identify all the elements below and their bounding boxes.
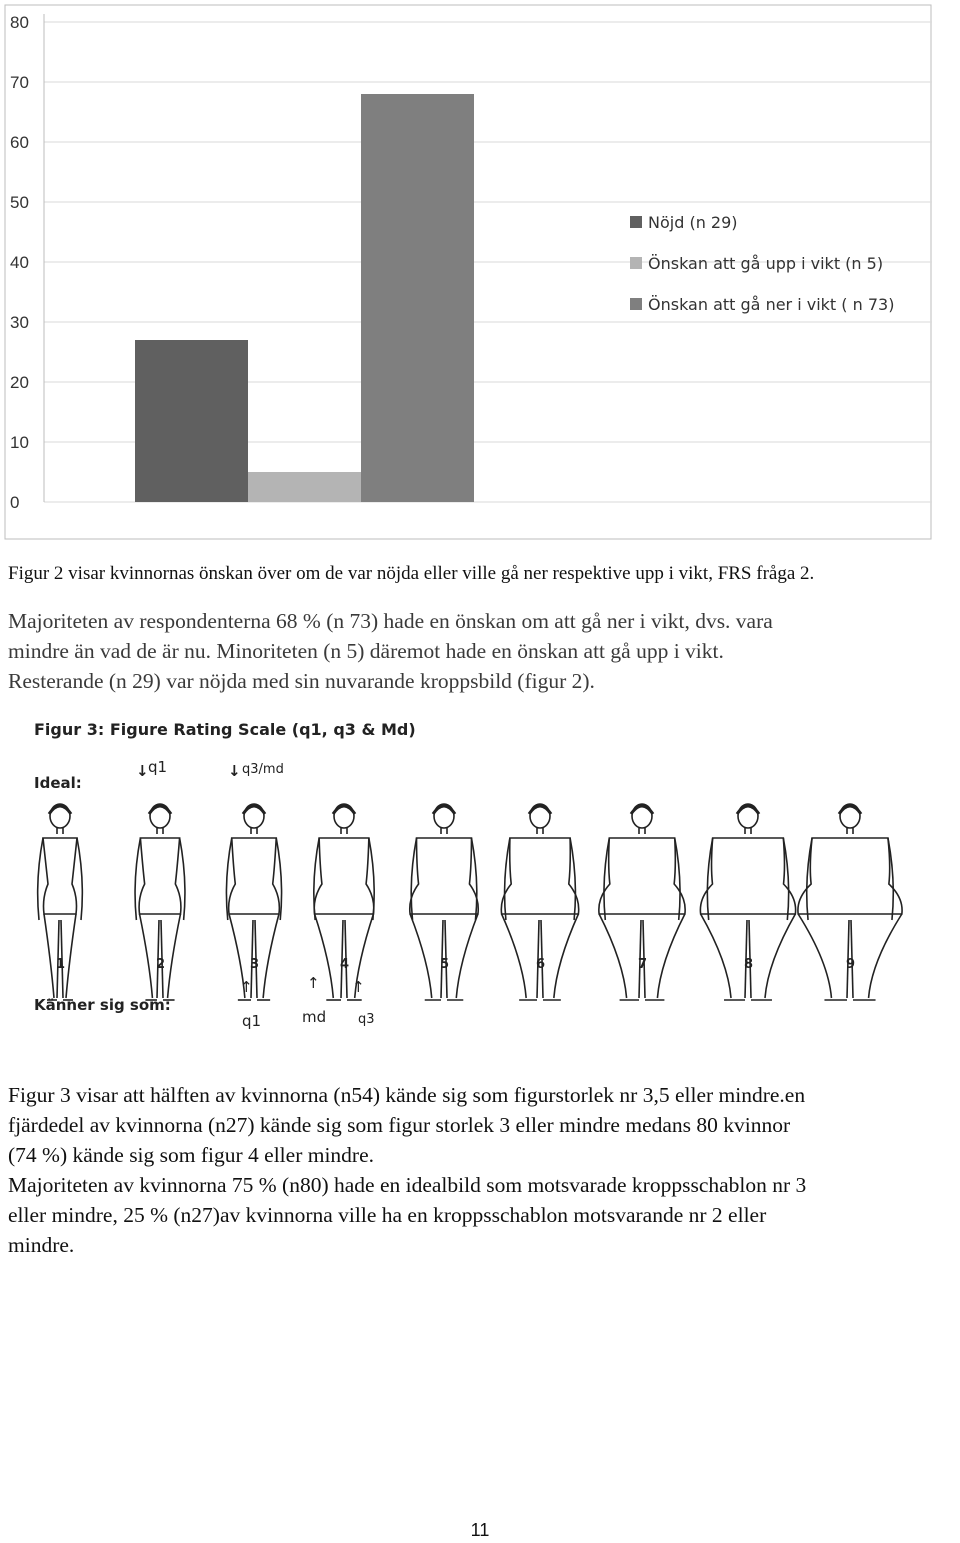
feel-marker-q1: q1 xyxy=(242,1012,262,1030)
figure-number: 9 xyxy=(846,957,856,972)
bar-chart xyxy=(4,4,934,540)
ideal-arrow-q1: ↓ xyxy=(136,762,149,780)
figure3-rating-scale xyxy=(30,718,930,1048)
y-tick-label: 70 xyxy=(10,73,29,92)
ideal-arrow-q3md: ↓ xyxy=(228,762,241,780)
figure-number: 3 xyxy=(250,957,260,972)
legend-entry: Önskan att gå ner i vikt ( n 73) xyxy=(648,295,895,314)
bar-3 xyxy=(361,94,474,502)
legend-entry: Önskan att gå upp i vikt (n 5) xyxy=(648,254,884,273)
figure-number: 8 xyxy=(744,957,754,972)
legend-swatch xyxy=(630,298,642,310)
bar-1 xyxy=(135,340,248,502)
paragraph-line: (74 %) kände sig som figur 4 eller mindre. xyxy=(8,1143,375,1167)
y-tick-label: 10 xyxy=(10,433,29,452)
feel-label: Känner sig som: xyxy=(34,996,171,1014)
figure-number: 7 xyxy=(638,957,648,972)
y-tick-label: 20 xyxy=(10,373,29,392)
feel-marker-q3: q3 xyxy=(358,1012,375,1027)
paragraph-results-fig2 xyxy=(8,606,952,696)
ideal-label: Ideal: xyxy=(34,774,82,792)
figure-number: 2 xyxy=(156,957,166,972)
legend-swatch xyxy=(630,216,642,228)
chart-svg xyxy=(4,4,934,540)
paragraph-line: Resterande (n 29) var nöjda med sin nuvarande kroppsbild (figur 2). xyxy=(8,669,595,693)
paragraph-line: mindre än vad de är nu. Minoriteten (n 5) däremot hade en önskan att gå upp i vikt. xyxy=(8,639,724,663)
y-tick-label: 60 xyxy=(10,133,29,152)
feel-arrow-q3: ↑ xyxy=(352,978,365,996)
y-tick-label: 0 xyxy=(10,493,20,512)
feel-arrow-md: ↑ xyxy=(307,974,320,992)
bar-2 xyxy=(248,472,361,502)
y-tick-label: 80 xyxy=(10,13,29,32)
paragraph-line: eller mindre, 25 % (n27)av kvinnorna ville ha en kroppsschablon motsvarande nr 2 eller xyxy=(8,1203,767,1227)
figure-number: 1 xyxy=(56,957,66,972)
figure-number: 4 xyxy=(340,957,350,972)
figure2-caption: Figur 2 visar kvinnornas önskan över om de var nöjda eller ville gå ner respektive upp i vikt, FRS fråga 2. xyxy=(8,563,815,584)
y-tick-label: 40 xyxy=(10,253,29,272)
feel-arrow-q1: ↑ xyxy=(240,978,253,996)
paragraph-line: Majoriteten av respondenterna 68 % (n 73) hade en önskan om att gå ner i vikt, dvs. vara xyxy=(8,609,773,633)
y-tick-label: 30 xyxy=(10,313,29,332)
figure-number: 6 xyxy=(536,957,546,972)
paragraph-line: Figur 3 visar att hälften av kvinnorna (n54) kände sig som figurstorlek nr 3,5 eller mindre.en xyxy=(8,1083,806,1107)
body-figures xyxy=(30,718,930,1048)
legend-swatch xyxy=(630,257,642,269)
ideal-marker-q3md: q3/md xyxy=(242,762,284,777)
figure3-title: Figur 3: Figure Rating Scale (q1, q3 & Md) xyxy=(34,720,416,739)
paragraph-line: Majoriteten av kvinnorna 75 % (n80) hade en idealbild som motsvarade kroppsschablon nr 3 xyxy=(8,1173,807,1197)
page-number: 11 xyxy=(470,1520,490,1540)
paragraph-results-fig3 xyxy=(8,1080,952,1260)
paragraph-line: mindre. xyxy=(8,1233,75,1257)
y-tick-label: 50 xyxy=(10,193,29,212)
ideal-marker-q1: q1 xyxy=(148,758,168,776)
feel-marker-md: md xyxy=(302,1008,327,1026)
figure-number: 5 xyxy=(440,957,450,972)
legend-entry: Nöjd (n 29) xyxy=(648,213,738,232)
paragraph-line: fjärdedel av kvinnorna (n27) kände sig som figur storlek 3 eller mindre medans 80 kvinnor xyxy=(8,1113,791,1137)
